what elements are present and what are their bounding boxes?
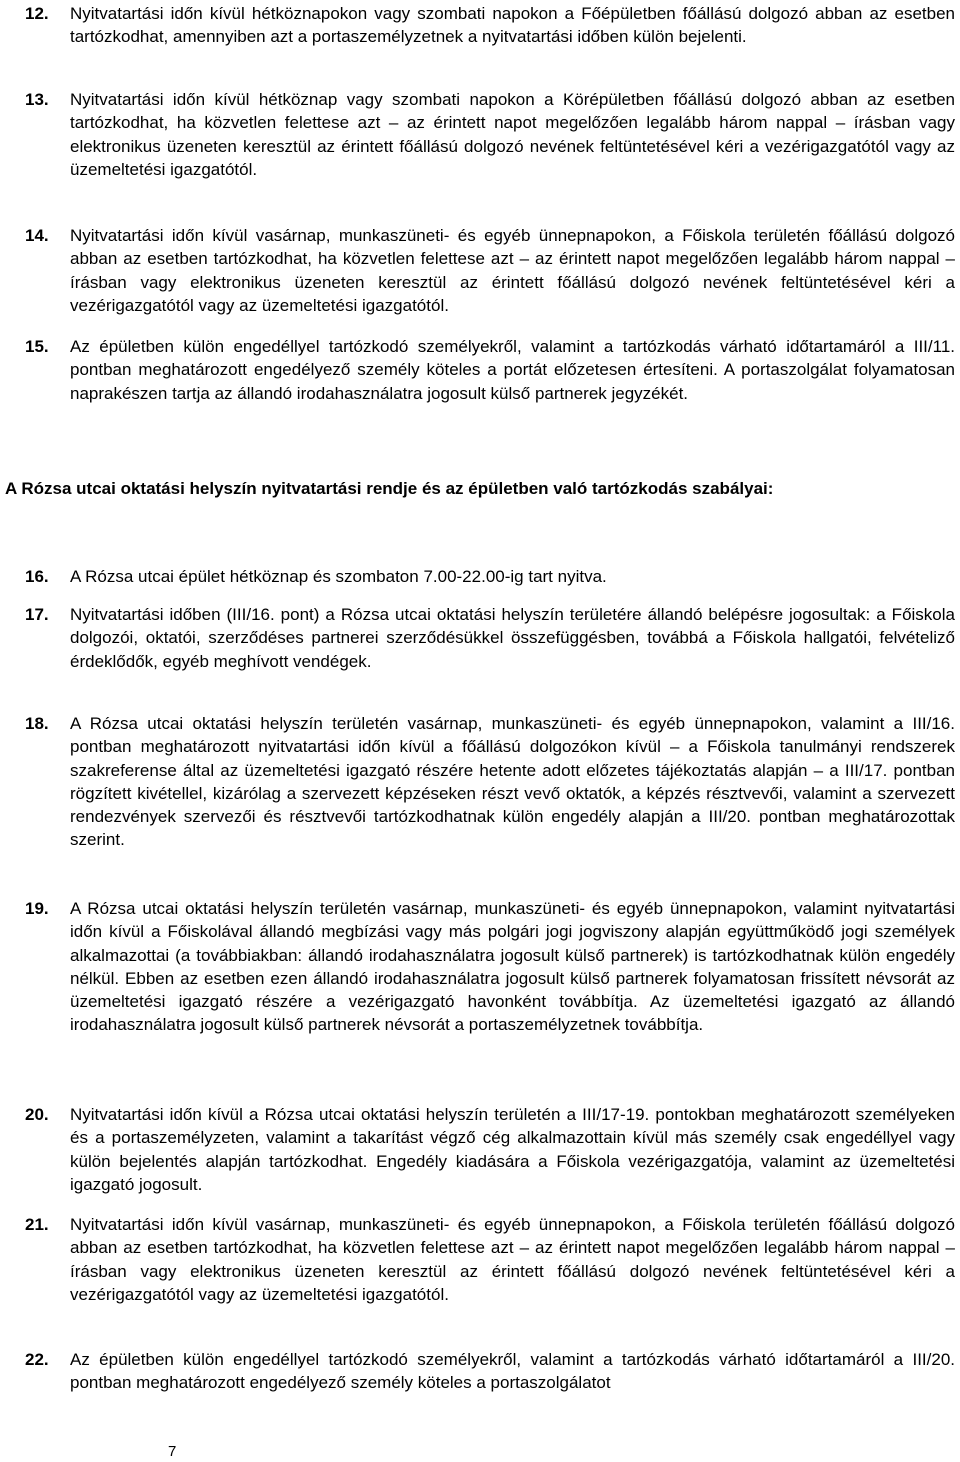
paragraph-13 (25, 88, 955, 181)
paragraph-20 (25, 1103, 955, 1196)
paragraph-text: Nyitvatartási időn kívül a Rózsa utcai oktatási helyszín területén a III/17-19. pontokban meghatározott személyeken és a portaszemélyzeten, valamint a takarítást végző cég alkalmazottain kívül más személy csak engedéllyel vagy külön bejelentés alapján tartózkodhat. Engedély kiadására a Főiskola vezérigazgatója, valamint az üzemeltetési igazgató jogosult. (70, 1105, 955, 1194)
paragraph-15 (25, 335, 955, 405)
paragraph-12 (25, 2, 955, 49)
paragraph-number: 16. (25, 567, 49, 586)
paragraph-text: Az épületben külön engedéllyel tartózkodó személyekről, valamint a tartózkodás várható időtartamáról a III/20. pontban meghatározott engedélyező személy köteles a portaszolgálatot (70, 1350, 955, 1393)
paragraph-text: A Rózsa utcai oktatási helyszín területén vasárnap, munkaszüneti- és egyéb ünnepnapokon, valamint a III/16. pontban meghatározott nyitvatartási időn kívül a főállású dolgozókon kívül – a Főiskola tanulmányi rendszerek szakreferense által az üzemeltetési igazgató részére hetente adott előzetes tájékoztatás alapján – a III/17. pontban rögzített kivétellel, kizárólag a szervezett képzéseken részt vevő oktatók, a képzés résztvevői, valamint a szervezett rendezvények szervezői és résztvevői tartózkodhatnak külön engedély alapján a III/20. pontban meghatározottak szerint. (70, 714, 955, 850)
paragraph-number: 21. (25, 1215, 49, 1234)
paragraph-text: A Rózsa utcai épület hétköznap és szombaton 7.00-22.00-ig tart nyitva. (70, 567, 607, 586)
paragraph-number: 14. (25, 226, 49, 245)
paragraph-17 (25, 603, 955, 673)
paragraph-21 (25, 1213, 955, 1306)
paragraph-14 (25, 224, 955, 317)
paragraph-number: 13. (25, 90, 49, 109)
paragraph-number: 19. (25, 899, 49, 918)
paragraph-text: Nyitvatartási időben (III/16. pont) a Rózsa utcai oktatási helyszín területére állandó belépésre jogosultak: a Főiskola dolgozói, oktatói, szerződéses partnerei szerződésükkel összefüggésben, továbbá a Főiskola hallgatói, felvételiző érdeklődők, egyéb meghívott vendégek. (70, 605, 955, 671)
paragraph-text: Nyitvatartási időn kívül vasárnap, munkaszüneti- és egyéb ünnepnapokon, a Főiskola területén főállású dolgozó abban az esetben tartózkodhat, ha közvetlen felettese azt – az érintett napot megelőzően legalább három nappal – írásban vagy elektronikus üzeneten keresztül az érintett főállású dolgozó nevének feltüntetésével kéri a vezérigazgatótól vagy az üzemeltetési igazgatótól. (70, 226, 955, 315)
section-heading: A Rózsa utcai oktatási helyszín nyitvatartási rendje és az épületben való tartózkodás szabályai: (5, 479, 774, 498)
paragraph-text: Nyitvatartási időn kívül hétköznapokon vagy szombati napokon a Főépületben főállású dolgozó abban az esetben tartózkodhat, amennyiben azt a portaszemélyzetnek a nyitvatartási időben külön bejelenti. (70, 4, 955, 47)
paragraph-number: 22. (25, 1350, 49, 1369)
paragraph-text: Nyitvatartási időn kívül hétköznap vagy szombati napokon a Körépületben főállású dolgozó abban az esetben tartózkodhat, ha közvetlen felettese azt – az érintett napot megelőzően legalább három nappal – írásban vagy elektronikus üzeneten keresztül az érintett főállású dolgozó nevének feltüntetésével kéri a vezérigazgatótól vagy az üzemeltetési igazgatótól. (70, 90, 955, 179)
paragraph-number: 15. (25, 337, 49, 356)
paragraph-16 (25, 565, 955, 588)
paragraph-number: 12. (25, 4, 49, 23)
paragraph-19 (25, 897, 955, 1037)
paragraph-22 (25, 1348, 955, 1395)
paragraph-number: 17. (25, 605, 49, 624)
paragraph-18 (25, 712, 955, 852)
paragraph-text: A Rózsa utcai oktatási helyszín területén vasárnap, munkaszüneti- és egyéb ünnepnapokon, valamint nyitvatartási időn kívül a Főiskolával állandó megbízási vagy más polgári jogi jogviszony alapján együttműködő jogi személyek alkalmazottai (a továbbiakban: állandó irodahasználatra jogosult külső partnerek) is tartózkodhatnak külön engedély nélkül. Ebben az esetben ezen állandó irodahasználatra jogosult külső partnerek folyamatosan frissített névsorát az üzemeltetési igazgató részére a vezérigazgató havonként továbbítja. Az üzemeltetési igazgató az állandó irodahasználatra jogosult külső partnerek névsorát a portaszemélyzetnek továbbítja. (70, 899, 955, 1035)
page-number: 7 (168, 1443, 177, 1460)
paragraph-number: 18. (25, 714, 49, 733)
paragraph-text: Nyitvatartási időn kívül vasárnap, munkaszüneti- és egyéb ünnepnapokon, a Főiskola területén főállású dolgozó abban az esetben tartózkodhat, ha közvetlen felettese azt – az érintett napot megelőzően legalább három nappal – írásban vagy elektronikus üzeneten keresztül az érintett főállású dolgozó nevének feltüntetésével kéri a vezérigazgatótól vagy az üzemeltetési igazgatótól. (70, 1215, 955, 1304)
paragraph-text: Az épületben külön engedéllyel tartózkodó személyekről, valamint a tartózkodás várható időtartamáról a III/11. pontban meghatározott engedélyező személy köteles a portát előzetesen értesíteni. A portaszolgálat folyamatosan naprakészen tartja az állandó irodahasználatra jogosult külső partnerek jegyzékét. (70, 337, 955, 403)
paragraph-number: 20. (25, 1105, 49, 1124)
